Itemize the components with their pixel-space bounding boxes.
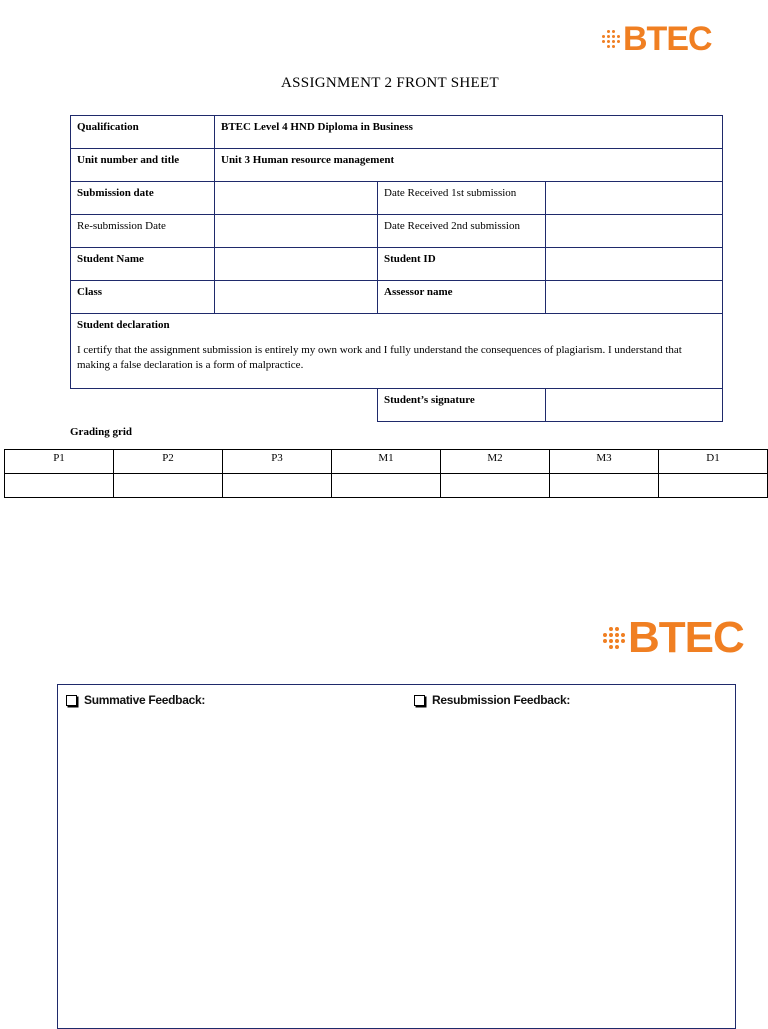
checkbox-icon[interactable] [414,695,425,706]
summative-feedback-label: Summative Feedback: [84,693,206,707]
grade-cell[interactable] [223,474,332,498]
grade-header: P1 [5,450,114,474]
student-name-label: Student Name [71,248,215,281]
student-name-field[interactable] [215,248,378,281]
qualification-value: BTEC Level 4 HND Diploma in Business [215,116,723,149]
checkbox-icon[interactable] [66,695,77,706]
assessor-label: Assessor name [378,281,546,314]
resubmission-date-label: Re-submission Date [71,215,215,248]
date-received-1-label: Date Received 1st submission [378,182,546,215]
front-sheet-table [70,115,723,422]
btec-logo [603,613,744,662]
class-field[interactable] [215,281,378,314]
grading-header-row [5,450,768,474]
logo-text: BTEC [628,613,744,662]
grading-grid [4,449,768,498]
student-id-label: Student ID [378,248,546,281]
logo-dots-icon [603,627,625,649]
table-row [71,182,723,215]
btec-logo [602,22,712,56]
page-title: ASSIGNMENT 2 FRONT SHEET [281,75,499,91]
table-row [71,215,723,248]
signature-label: Student’s signature [378,389,546,422]
date-received-1-field[interactable] [546,182,723,215]
grading-value-row [5,474,768,498]
declaration-heading: Student declaration [77,319,170,331]
submission-date-field[interactable] [215,182,378,215]
grade-header: M1 [332,450,441,474]
grade-cell[interactable] [441,474,550,498]
signature-field[interactable] [546,389,723,422]
declaration-text: I certify that the assignment submission is entirely my own work and I fully understand the consequences of plagiarism. I understand that making a false declaration is a form of malpractice. [77,344,682,371]
grade-header: M3 [550,450,659,474]
grade-cell[interactable] [659,474,768,498]
submission-date-label: Submission date [71,182,215,215]
table-row [71,281,723,314]
table-row [71,314,723,389]
resubmission-feedback-heading [414,693,570,707]
table-row [71,116,723,149]
logo-text: BTEC [623,20,712,58]
unit-value: Unit 3 Human resource management [215,149,723,182]
unit-label: Unit number and title [71,149,215,182]
assessor-field[interactable] [546,281,723,314]
qualification-label: Qualification [71,116,215,149]
date-received-2-field[interactable] [546,215,723,248]
table-row [71,248,723,281]
grade-cell[interactable] [114,474,223,498]
grade-header: P3 [223,450,332,474]
table-row [71,389,723,422]
feedback-box [57,684,736,1029]
grade-cell[interactable] [550,474,659,498]
grade-cell[interactable] [332,474,441,498]
date-received-2-label: Date Received 2nd submission [378,215,546,248]
grade-header: D1 [659,450,768,474]
student-id-field[interactable] [546,248,723,281]
grade-header: P2 [114,450,223,474]
resubmission-feedback-label: Resubmission Feedback: [432,693,571,707]
grading-grid-label: Grading grid [70,426,133,438]
student-declaration [71,314,723,389]
grade-header: M2 [441,450,550,474]
logo-dots-icon [602,30,620,48]
class-label: Class [71,281,215,314]
table-row [71,149,723,182]
summative-feedback-heading [66,693,205,707]
grade-cell[interactable] [5,474,114,498]
resubmission-date-field[interactable] [215,215,378,248]
